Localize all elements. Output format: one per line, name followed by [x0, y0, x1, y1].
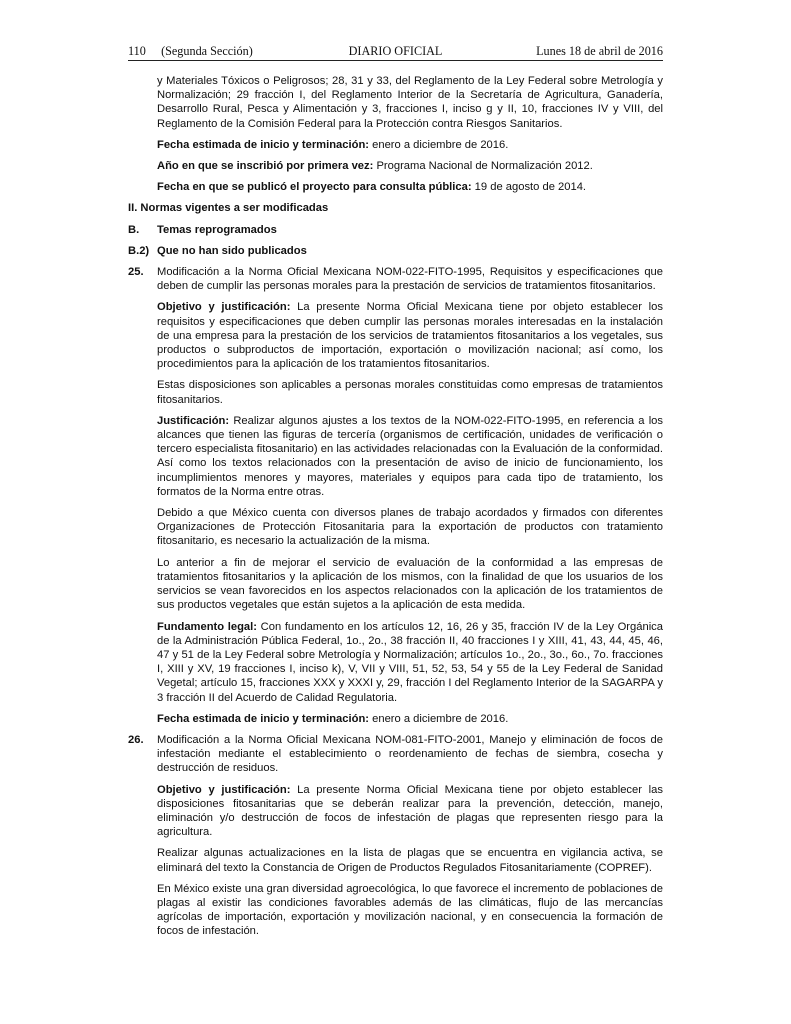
section-b-heading: [128, 223, 663, 237]
item-25-fecha-estimada: [128, 712, 663, 726]
item-25-fundamento: [128, 620, 663, 705]
section-b2-heading: [128, 244, 663, 258]
item-25-fecha-label: Fecha estimada de inicio y terminación:: [157, 712, 370, 725]
item-25-fundamento-text: Con fundamento en los artículos 12, 16, 26 y 35, fracción IV de la Ley Orgánica de la Administración Pública Federal, 1o., 2o., 38 fracción II, 40 fracciones I y XIII, 41, 43, 44, 45, 46, 47 y 51 de la Ley Federal sobre Metrología y Normalización; artículos 1o., 2o., 3o., 6o., 7o. fracciones I, XIII y XV, 19 fracciones I, inciso k), V, VII y VIII, 51, 52, 53, 54 y 55 de la Ley Federal de Sanidad Vegetal; artículo 15, fracciones XXX y XXXI y, 29, fracción I del Reglamento Interior de la SAGARPA y 3 fracción II del Acuerdo de Calidad Regulatoria.: [157, 620, 663, 704]
section-b-number: B.: [128, 223, 140, 236]
item-26-objetivo: [128, 783, 663, 840]
item-25-number: 25.: [128, 266, 144, 279]
item-25-objetivo: [128, 300, 663, 371]
item-25-debido: Debido a que México cuenta con diversos planes de trabajo acordados y firmados con diferentes Organizaciones de Protección Fitosanitaria para la exportación de productos con tratamiento fitosanitario, es necesario la actualización de la misma.: [157, 507, 663, 548]
item-25-title: Modificación a la Norma Oficial Mexicana NOM-022-FITO-1995, Requisitos y especificaciones que deben de cumplir las personas morales para la prestación de servicios de tratamientos fitosanitarios.: [157, 266, 663, 293]
item-25-objetivo-label: Objetivo y justificación:: [157, 301, 291, 314]
item-25: [128, 265, 663, 293]
item-25-justificacion-text: Realizar algunos ajustes a los textos de la NOM-022-FITO-1995, en referencia a los alcances que tienen las figuras de tercería (organismos de certificación, unidades de verificación o tercero especialista fitosanitario) en las actividades relacionadas con la Evaluación de la conformidad. Así como los textos relacionados con la presentación de aviso de inicio de funcionamiento, los incumplimientos menores y mayores, materiales y equipos para cada tipo de tratamiento, los formatos de la Norma entre otras.: [157, 414, 663, 498]
item-26-realizar: Realizar algunas actualizaciones en la lista de plagas que se encuentra en vigilancia activa, se eliminará del texto la Constancia de Origen de Productos Regulados Fitosanitariamente (COPREF).: [157, 847, 663, 874]
item-25-objetivo-text: La presente Norma Oficial Mexicana tiene por objeto establecer los requisitos y especificaciones que deben cumplir las personas morales interesadas en la instalación de una empresa para la prestación de los servicios de tratamientos fitosanitarios a los vegetales, sus productos o subproductos de importación, exportación o movilización nacional; así como, los procedimientos para la aplicación de los tratamientos fitosanitarios.: [157, 301, 663, 371]
fecha-publicacion: [128, 180, 663, 194]
item-26-number: 26.: [128, 733, 144, 746]
section-ii-heading: II. Normas vigentes a ser modificadas: [128, 202, 329, 215]
item-26-objetivo-label: Objetivo y justificación:: [157, 783, 291, 796]
anio-inscripcion-value: Programa Nacional de Normalización 2012.: [373, 160, 593, 173]
intro-continuation: y Materiales Tóxicos o Peligrosos; 28, 31 y 33, del Reglamento de la Ley Federal sobre Metrología y Normalización; 29 fracción I, del Reglamento Interior de la Secretaría de Agricultura, Ganadería, Desarrollo Rural, Pesca y Alimentación y 3, fracciones I, inciso g y II, 10, fracciones IV y VIII, del Reglamento de la Comisión Federal para la Protección contra Riesgos Sanitarios.: [157, 75, 663, 130]
section-b2-text: Que no han sido publicados: [157, 244, 307, 257]
item-25-estas-disposiciones: Estas disposiciones son aplicables a personas morales constituidas como empresas de tratamientos fitosanitarios.: [157, 379, 663, 406]
publication-date: Lunes 18 de abril de 2016: [536, 44, 663, 58]
item-25-fundamento-label: Fundamento legal:: [157, 620, 257, 633]
item-25-justificacion: [128, 414, 663, 499]
item-26-title: Modificación a la Norma Oficial Mexicana NOM-081-FITO-2001, Manejo y eliminación de focos de infestación mediante el establecimiento o reordenamiento de fechas de siembra, cosecha y destrucción de residuos.: [157, 733, 663, 775]
item-26-en-mexico: En México existe una gran diversidad agroecológica, lo que favorece el incremento de poblaciones de plagas al existir las condiciones favorables además de las climáticas, flujo de las mercancías agrícolas de importación, exportación y movilización nacional, y en consecuencia la formación de focos de infestación.: [157, 882, 663, 938]
anio-inscripcion: [128, 159, 663, 173]
fecha-publicacion-label: Fecha en que se publicó el proyecto para consulta pública:: [157, 181, 472, 194]
header-rule: [128, 60, 663, 61]
item-25-fecha-value: enero a diciembre de 2016.: [369, 712, 509, 725]
fecha-publicacion-value: 19 de agosto de 2014.: [471, 181, 587, 194]
item-26: [128, 733, 663, 776]
fecha-estimada-1-label: Fecha estimada de inicio y terminación:: [157, 138, 370, 151]
anio-inscripcion-label: Año en que se inscribió por primera vez:: [157, 160, 374, 173]
section-b-text: Temas reprogramados: [157, 223, 277, 236]
document-body: [128, 74, 663, 946]
item-25-lo-anterior: Lo anterior a fin de mejorar el servicio de evaluación de la conformidad a las empresas de tratamientos fitosanitarios y la aplicación de los mismos, con la finalidad de que los usuarios de los servicios se vean favorecidos en los aspectos relacionados con la aplicación de los tratamientos de sus productos vegetales que están sujetos a la aplicación de esta medida.: [157, 556, 663, 612]
item-26-objetivo-text: La presente Norma Oficial Mexicana tiene por objeto establecer las disposiciones fitosanitarias que se deberán realizar para la prevención, detección, manejo, eliminación y/o destrucción de focos de infestación de plagas que representen riesgo para la agricultura.: [157, 783, 663, 839]
fecha-estimada-1: [128, 138, 663, 152]
page-header: [128, 44, 663, 60]
section-b2-number: B.2): [128, 244, 150, 257]
fecha-estimada-1-value: enero a diciembre de 2016.: [369, 138, 509, 151]
page-number-section: 110 (Segunda Sección): [128, 44, 253, 58]
item-25-justificacion-label: Justificación:: [157, 414, 230, 427]
publication-title: DIARIO OFICIAL: [348, 44, 443, 58]
